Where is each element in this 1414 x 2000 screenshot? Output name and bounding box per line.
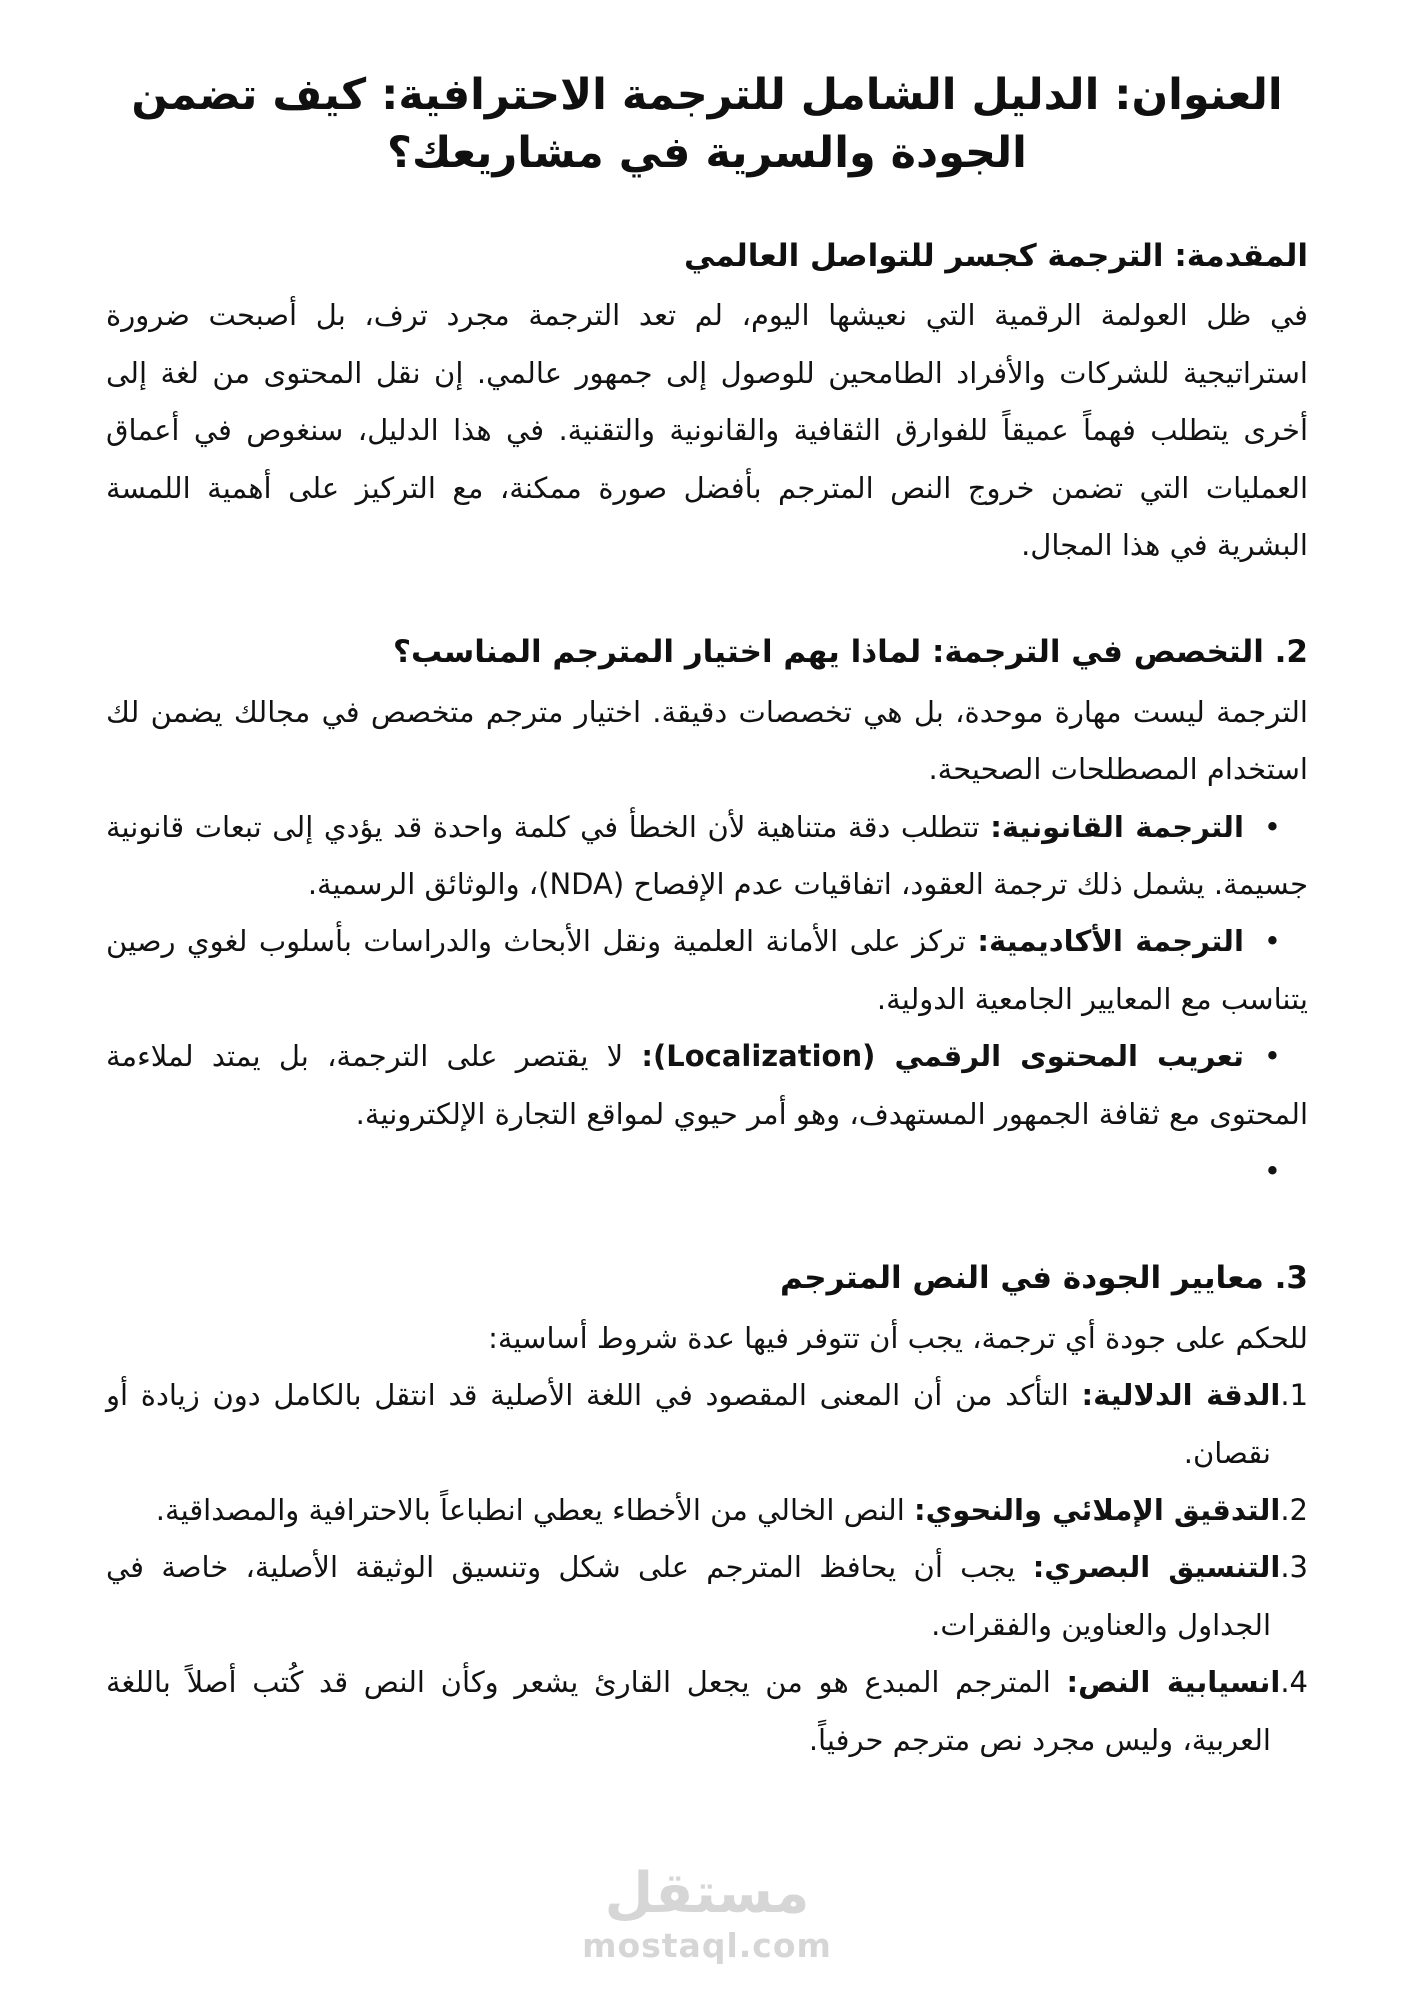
mostaql-logo: مستقل bbox=[604, 1861, 810, 1927]
item-lead: التدقيق الإملائي والنحوي: bbox=[914, 1493, 1281, 1528]
section-heading-specialization: 2. التخصص في الترجمة: لماذا يهم اختيار المترجم المناسب؟ bbox=[392, 634, 1308, 671]
bullet-text: لا يقتصر على الترجمة، بل يمتد لملاءمة المحتوى مع ثقافة الجمهور المستهدف، وهو أمر حيوي لمواقع التجارة الإلكترونية. bbox=[106, 1039, 1308, 1131]
watermark bbox=[582, 1861, 832, 1966]
bullet-text: تتطلب دقة متناهية لأن الخطأ في كلمة واحدة قد يؤدي إلى تبعات قانونية جسيمة. يشمل ذلك ترجمة العقود، اتفاقيات عدم الإفصاح (NDA)، والوثائق الرسمية. bbox=[106, 809, 1308, 902]
bullet-lead: تعريب المحتوى الرقمي (Localization): bbox=[641, 1039, 1244, 1074]
item-text: التأكد من أن المعنى المقصود في اللغة الأصلية قد انتقل بالكامل دون زيادة أو نقصان. bbox=[106, 1378, 1271, 1470]
item-number: 4. bbox=[1280, 1665, 1308, 1700]
numbered-list bbox=[106, 1367, 1308, 1769]
item-number: 3. bbox=[1280, 1550, 1308, 1585]
item-lead: التنسيق البصري: bbox=[1032, 1550, 1281, 1585]
bullet-icon: • bbox=[1263, 1154, 1281, 1189]
list-item-localization bbox=[106, 1028, 1308, 1143]
item-text: يجب أن يحافظ المترجم على شكل وتنسيق الوثيقة الأصلية، خاصة في الجداول والعناوين والفقرات. bbox=[106, 1550, 1271, 1642]
numbered-item-spelling bbox=[106, 1482, 1308, 1539]
bullet-lead: الترجمة القانونية: bbox=[990, 809, 1244, 844]
specialization-paragraph: الترجمة ليست مهارة موحدة، بل هي تخصصات دقيقة. اختيار مترجم متخصص في مجالك يضمن لك استخدام المصطلحات الصحيحة. bbox=[106, 694, 1308, 787]
bullet-lead: الترجمة الأكاديمية: bbox=[977, 924, 1244, 959]
bullet-icon: • bbox=[1263, 1039, 1282, 1074]
section-heading-intro: المقدمة: الترجمة كجسر للتواصل العالمي bbox=[684, 238, 1308, 275]
bullet-icon: • bbox=[1263, 924, 1281, 959]
intro-paragraph: في ظل العولمة الرقمية التي نعيشها اليوم، لم تعد الترجمة مجرد ترف، بل أصبحت ضرورة استراتيجية للشركات والأفراد الطامحين للوصول إلى جمهور عالمي. إن نقل المحتوى من لغة إلى أخرى يتطلب فهماً عميقاً للفوارق الثقافية والقانونية والتقنية. في هذا الدليل، سنغوص في أعماق العمليات التي تضمن خروج النص المترجم بأفضل صورة ممكنة، مع التركيز على أهمية اللمسة البشرية في هذا المجال. bbox=[106, 298, 1308, 563]
page-title: العنوان: الدليل الشامل للترجمة الاحترافية: كيف تضمن الجودة والسرية في مشاريعك؟ bbox=[131, 70, 1283, 179]
bullet-list bbox=[106, 799, 1308, 1201]
item-text: المترجم المبدع هو من يجعل القارئ يشعر وكأن النص قد كُتب أصلاً باللغة العربية، وليس مجرد نص مترجم حرفياً. bbox=[106, 1665, 1271, 1757]
list-item-empty bbox=[106, 1143, 1308, 1200]
bullet-icon: • bbox=[1263, 809, 1282, 844]
quality-paragraph: للحكم على جودة أي ترجمة، يجب أن تتوفر فيها عدة شروط أساسية: bbox=[488, 1320, 1308, 1355]
item-lead: انسيابية النص: bbox=[1066, 1665, 1281, 1700]
section-heading-quality: 3. معايير الجودة في النص المترجم bbox=[780, 1260, 1308, 1297]
numbered-item-fluency bbox=[106, 1654, 1308, 1769]
numbered-item-accuracy bbox=[106, 1367, 1308, 1482]
bullet-text: تركز على الأمانة العلمية ونقل الأبحاث والدراسات بأسلوب لغوي رصين يتناسب مع المعايير الجامعية الدولية. bbox=[106, 924, 1308, 1016]
item-text: النص الخالي من الأخطاء يعطي انطباعاً بالاحترافية والمصداقية. bbox=[155, 1493, 915, 1528]
list-item-academic bbox=[106, 913, 1308, 1028]
item-lead: الدقة الدلالية: bbox=[1081, 1378, 1281, 1413]
watermark-site-url: mostaql.com bbox=[582, 1926, 832, 1966]
item-number: 1. bbox=[1280, 1378, 1309, 1413]
list-item-legal bbox=[106, 799, 1308, 914]
item-number: 2. bbox=[1280, 1493, 1308, 1528]
numbered-item-formatting bbox=[106, 1539, 1308, 1654]
